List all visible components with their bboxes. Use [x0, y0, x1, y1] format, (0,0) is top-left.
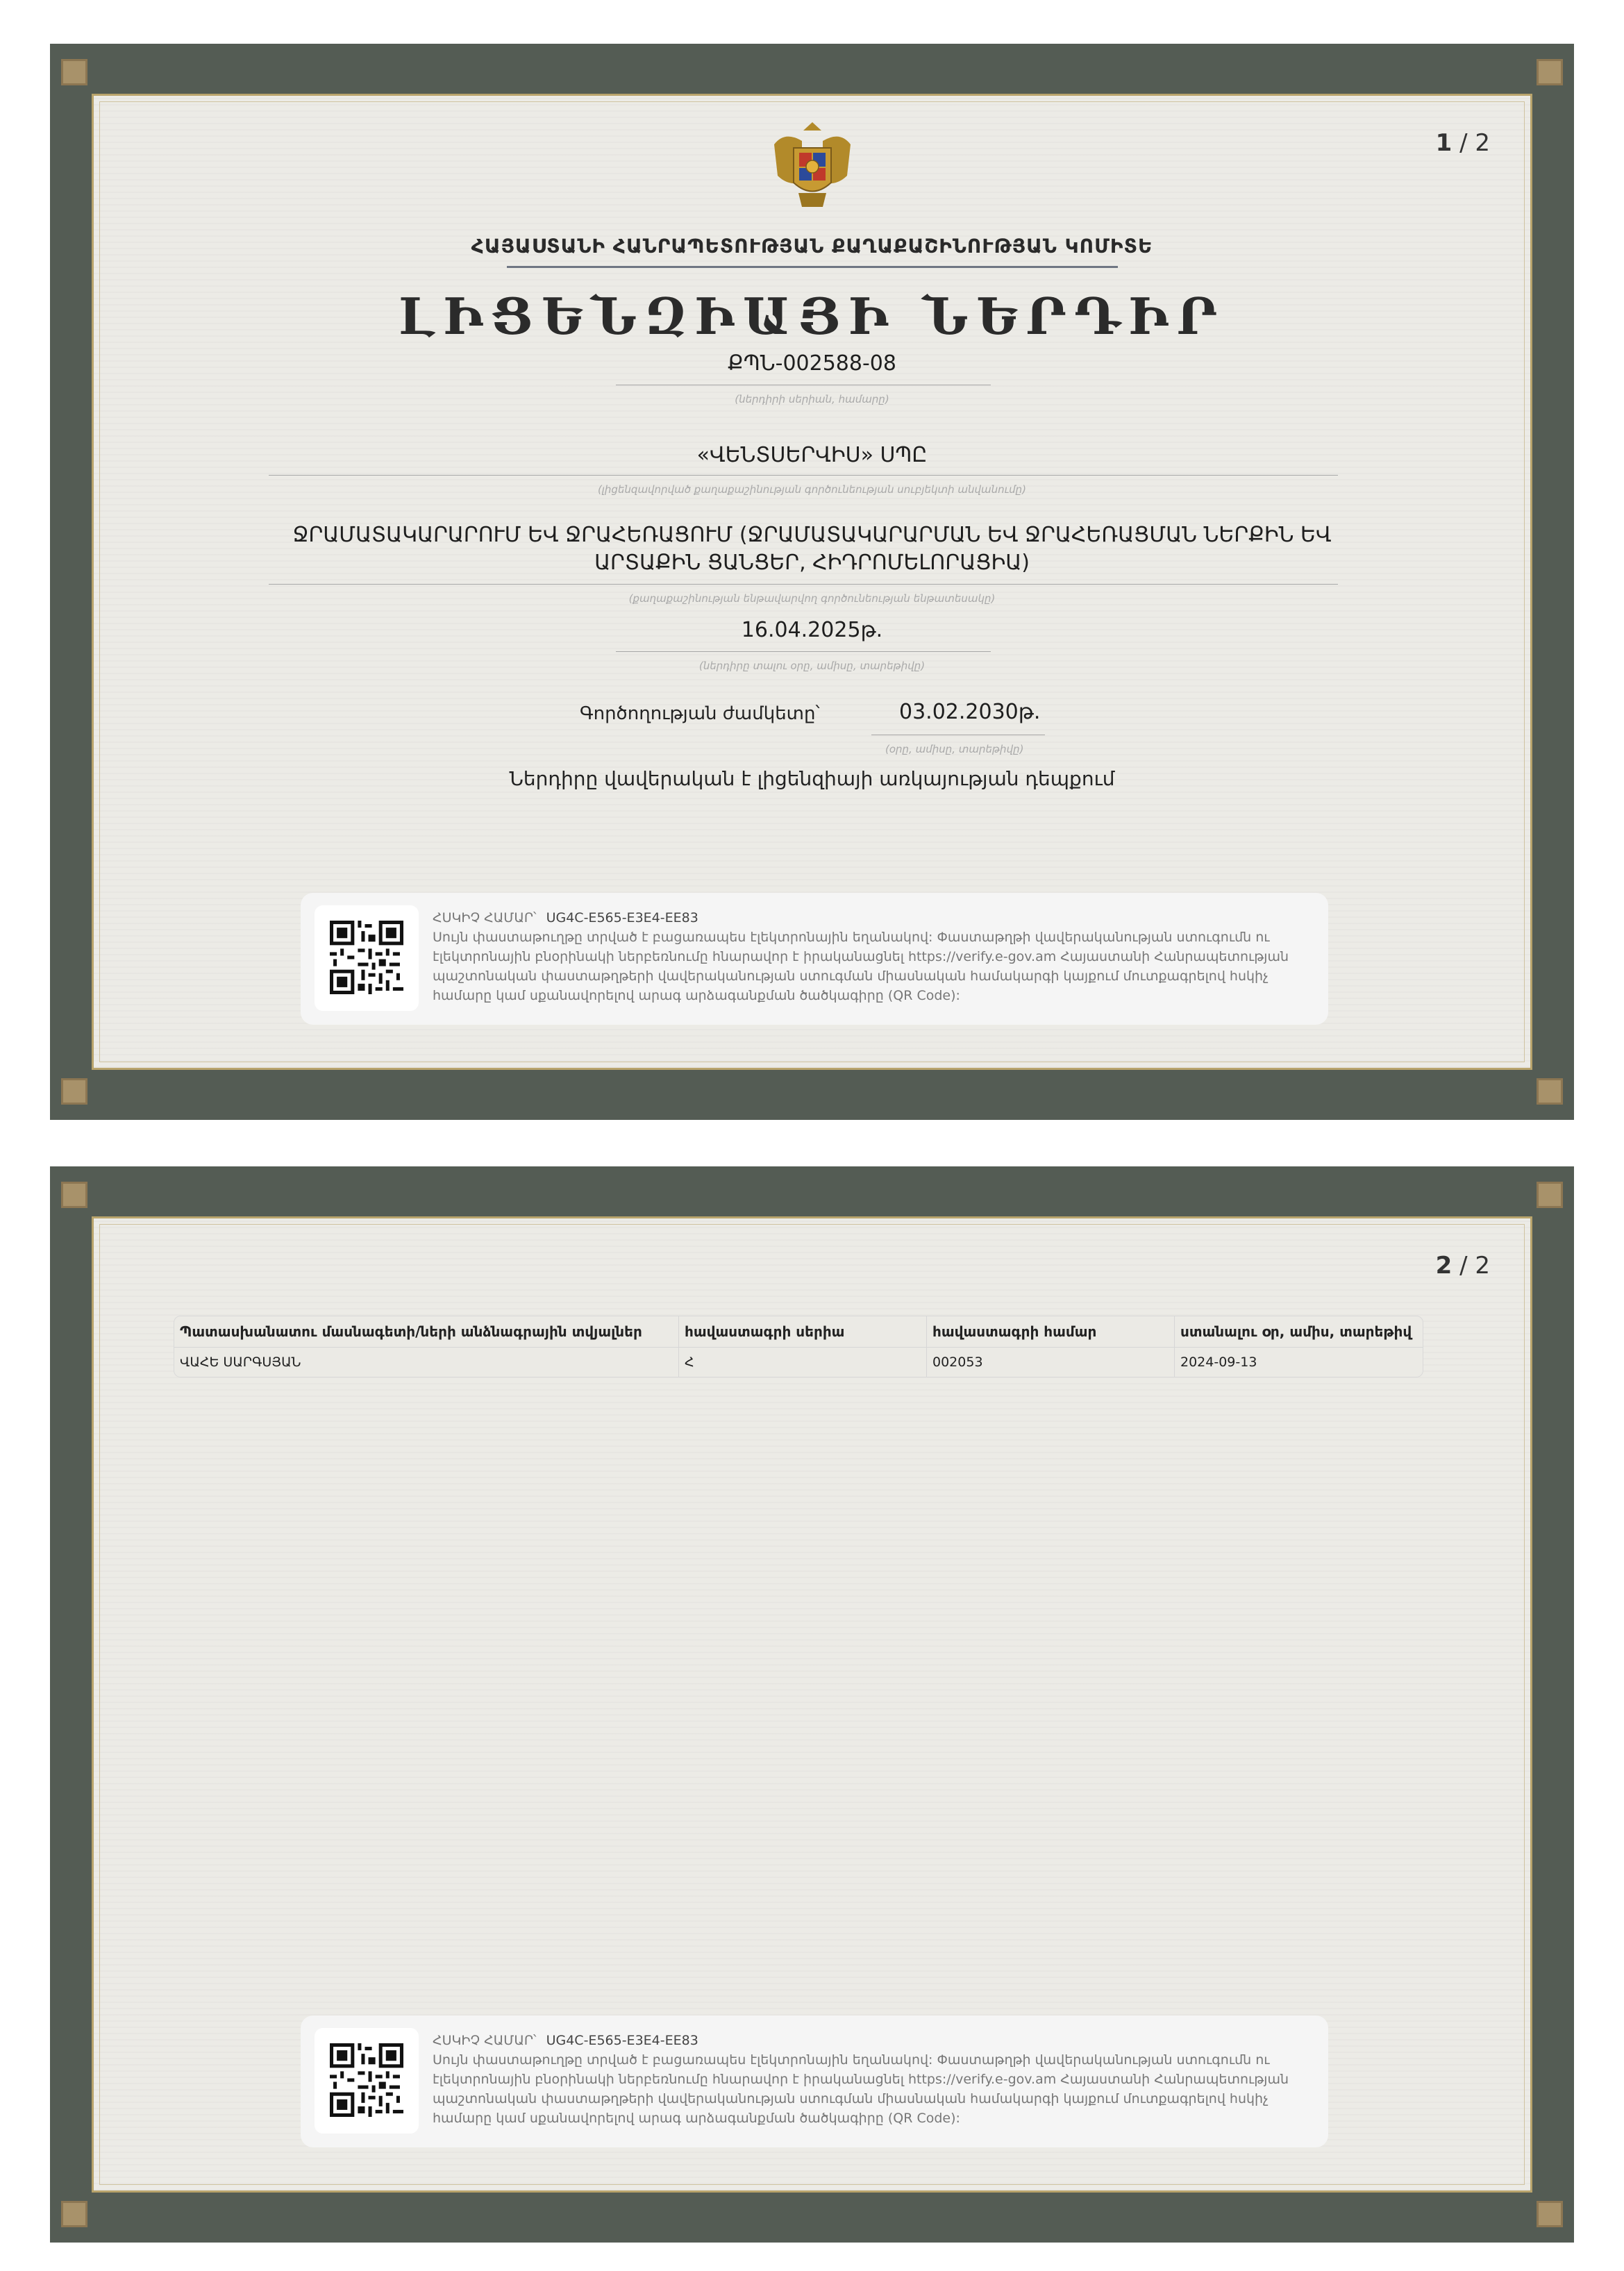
verification-text [433, 908, 1300, 1005]
validity-label: Գործողության ժամկետը՝ [580, 703, 820, 724]
issue-date-caption: (ներդիրը տալու օրը, ամիսը, տարեթիվը) [698, 660, 926, 672]
certificate-paper [92, 94, 1532, 1070]
issue-date: 16.04.2025թ. [741, 618, 883, 642]
committee-underline [507, 266, 1118, 268]
series-number-caption: (ներդիրի սերիան, համարը) [735, 393, 889, 405]
series-number: ՔՊՆ-002588-08 [728, 351, 896, 376]
qr-code [315, 2028, 419, 2134]
corner-ornament [61, 59, 87, 85]
table-cell: Հ [679, 1348, 927, 1377]
column-header: Պատասխանատու մասնագետի/ների անձնագրային տվյալներ [174, 1316, 679, 1348]
activity-line [269, 584, 1338, 585]
qr-code-icon [330, 2043, 403, 2117]
corner-ornament [61, 2201, 87, 2227]
column-header: հավաստագրի համար [927, 1316, 1175, 1348]
corner-ornament [1537, 59, 1563, 85]
document-title: ԼԻՑԵՆԶԻԱՅԻ ՆԵՐԴԻՐ [398, 287, 1225, 346]
validity-note: Ներդիրը վավերական է լիցենզիայի առկայության դեպքում [509, 767, 1115, 790]
verification-line-4: համարը կամ սքանավորելով արագ արձագանքման ծածկագիրը (QR Code): [433, 2111, 960, 2126]
verification-line-1: Սույն փաստաթուղթը տրված է բացառապես էլեկտրոնային եղանակով: Փաստաթղթի վավերականության ստուգումն ու [433, 2052, 1270, 2068]
verification-line-1: Սույն փաստաթուղթը տրված է բացառապես էլեկտրոնային եղանակով: Փաստաթղթի վավերականության ստուգումն ու [433, 930, 1270, 945]
table-cell: 2024-09-13 [1180, 1355, 1257, 1370]
corner-ornament [1537, 1078, 1563, 1105]
verification-code: UG4C-E565-E3E4-EE83 [546, 910, 698, 925]
verification-label: ՀՍԿԻՉ ՀԱՄԱՐ՝ [433, 2033, 537, 2048]
verification-label: ՀՍԿԻՉ ՀԱՄԱՐ՝ [433, 910, 537, 925]
verification-line-2: էլեկտրոնային բնօրինակի ներբեռնումը հնարավոր է իրականացնել https://verify.e-gov.am Հայաստանի Հանրապետության [433, 949, 1289, 964]
coat-of-arms-emblem [760, 117, 864, 221]
committee-name: ՀԱՅԱՍՏԱՆԻ ՀԱՆՐԱՊԵՏՈՒԹՅԱՆ ՔԱՂԱՔԱՇԻՆՈՒԹՅԱՆ ԿՈՄԻՏԵ [471, 235, 1153, 258]
verification-box [301, 893, 1328, 1025]
license-holder: «ՎԵՆՏՍԵՐՎԻՍ» ՍՊԸ [696, 443, 928, 467]
issue-date-line [616, 651, 991, 652]
qr-code-icon [330, 921, 403, 994]
verification-line-4: համարը կամ սքանավորելով արագ արձագանքման ծածկագիրը (QR Code): [433, 988, 960, 1003]
page-number: 2 / 2 [1435, 1252, 1490, 1280]
license-holder-line [269, 475, 1338, 476]
license-holder-caption: (լիցենզավորված քաղաքաշինության գործունեության սուբյեկտի անվանումը) [597, 483, 1027, 496]
corner-ornament [1537, 2201, 1563, 2227]
table-row [174, 1348, 1423, 1377]
column-header: հավաստագրի սերիա [679, 1316, 927, 1348]
column-header: ստանալու օր, ամիս, տարեթիվ [1175, 1316, 1423, 1348]
specialists-table [174, 1316, 1423, 1377]
validity-date-caption: (օրը, ամիսը, տարեթիվը) [885, 743, 1024, 755]
qr-code [315, 905, 419, 1011]
certificate-paper [92, 1216, 1532, 2193]
corner-ornament [61, 1182, 87, 1208]
verification-line-3: պաշտոնական փաստաթղթերի վավերականության ստուգման միասնական համակարգի կայքում մուտքագրելով հսկիչ [433, 2091, 1269, 2106]
activity-caption: (քաղաքաշինության ենթավարվող գործունեության ենթատեսակը) [628, 592, 996, 605]
table-cell: 002053 [927, 1348, 1175, 1377]
activity-line-2: ԱՐՏԱՔԻՆ ՑԱՆՑԵՐ, ՀԻԴՐՈՄԵԼՈՐԱՑԻԱ) [594, 551, 1030, 575]
verification-line-2: էլեկտրոնային բնօրինակի ներբեռնումը հնարավոր է իրականացնել https://verify.e-gov.am Հայաստանի Հանրապետության [433, 2072, 1289, 2087]
page-number: 1 / 2 [1435, 129, 1490, 157]
certificate-page-2 [50, 1166, 1574, 2243]
corner-ornament [61, 1078, 87, 1105]
table-cell: ՎԱՀԵ ՍԱՐԳՍՅԱՆ [174, 1348, 679, 1377]
corner-ornament [1537, 1182, 1563, 1208]
verification-text [433, 2031, 1300, 2128]
activity-line-1: ՋՐԱՄԱՏԱԿԱՐԱՐՈՒՄ ԵՎ ՋՐԱՀԵՌԱՑՈՒՄ (ՋՐԱՄԱՏԱԿԱՐԱՐՄԱՆ ԵՎ ՋՐԱՀԵՌԱՑՄԱՆ ՆԵՐՔԻՆ ԵՎ [292, 523, 1332, 547]
verification-code: UG4C-E565-E3E4-EE83 [546, 2033, 698, 2048]
table-header-row [174, 1316, 1423, 1348]
validity-date: 03.02.2030թ. [899, 700, 1041, 724]
verification-box [301, 2016, 1328, 2147]
certificate-page-1 [50, 44, 1574, 1120]
verification-line-3: պաշտոնական փաստաթղթերի վավերականության ստուգման միասնական համակարգի կայքում մուտքագրելով հսկիչ [433, 969, 1269, 984]
